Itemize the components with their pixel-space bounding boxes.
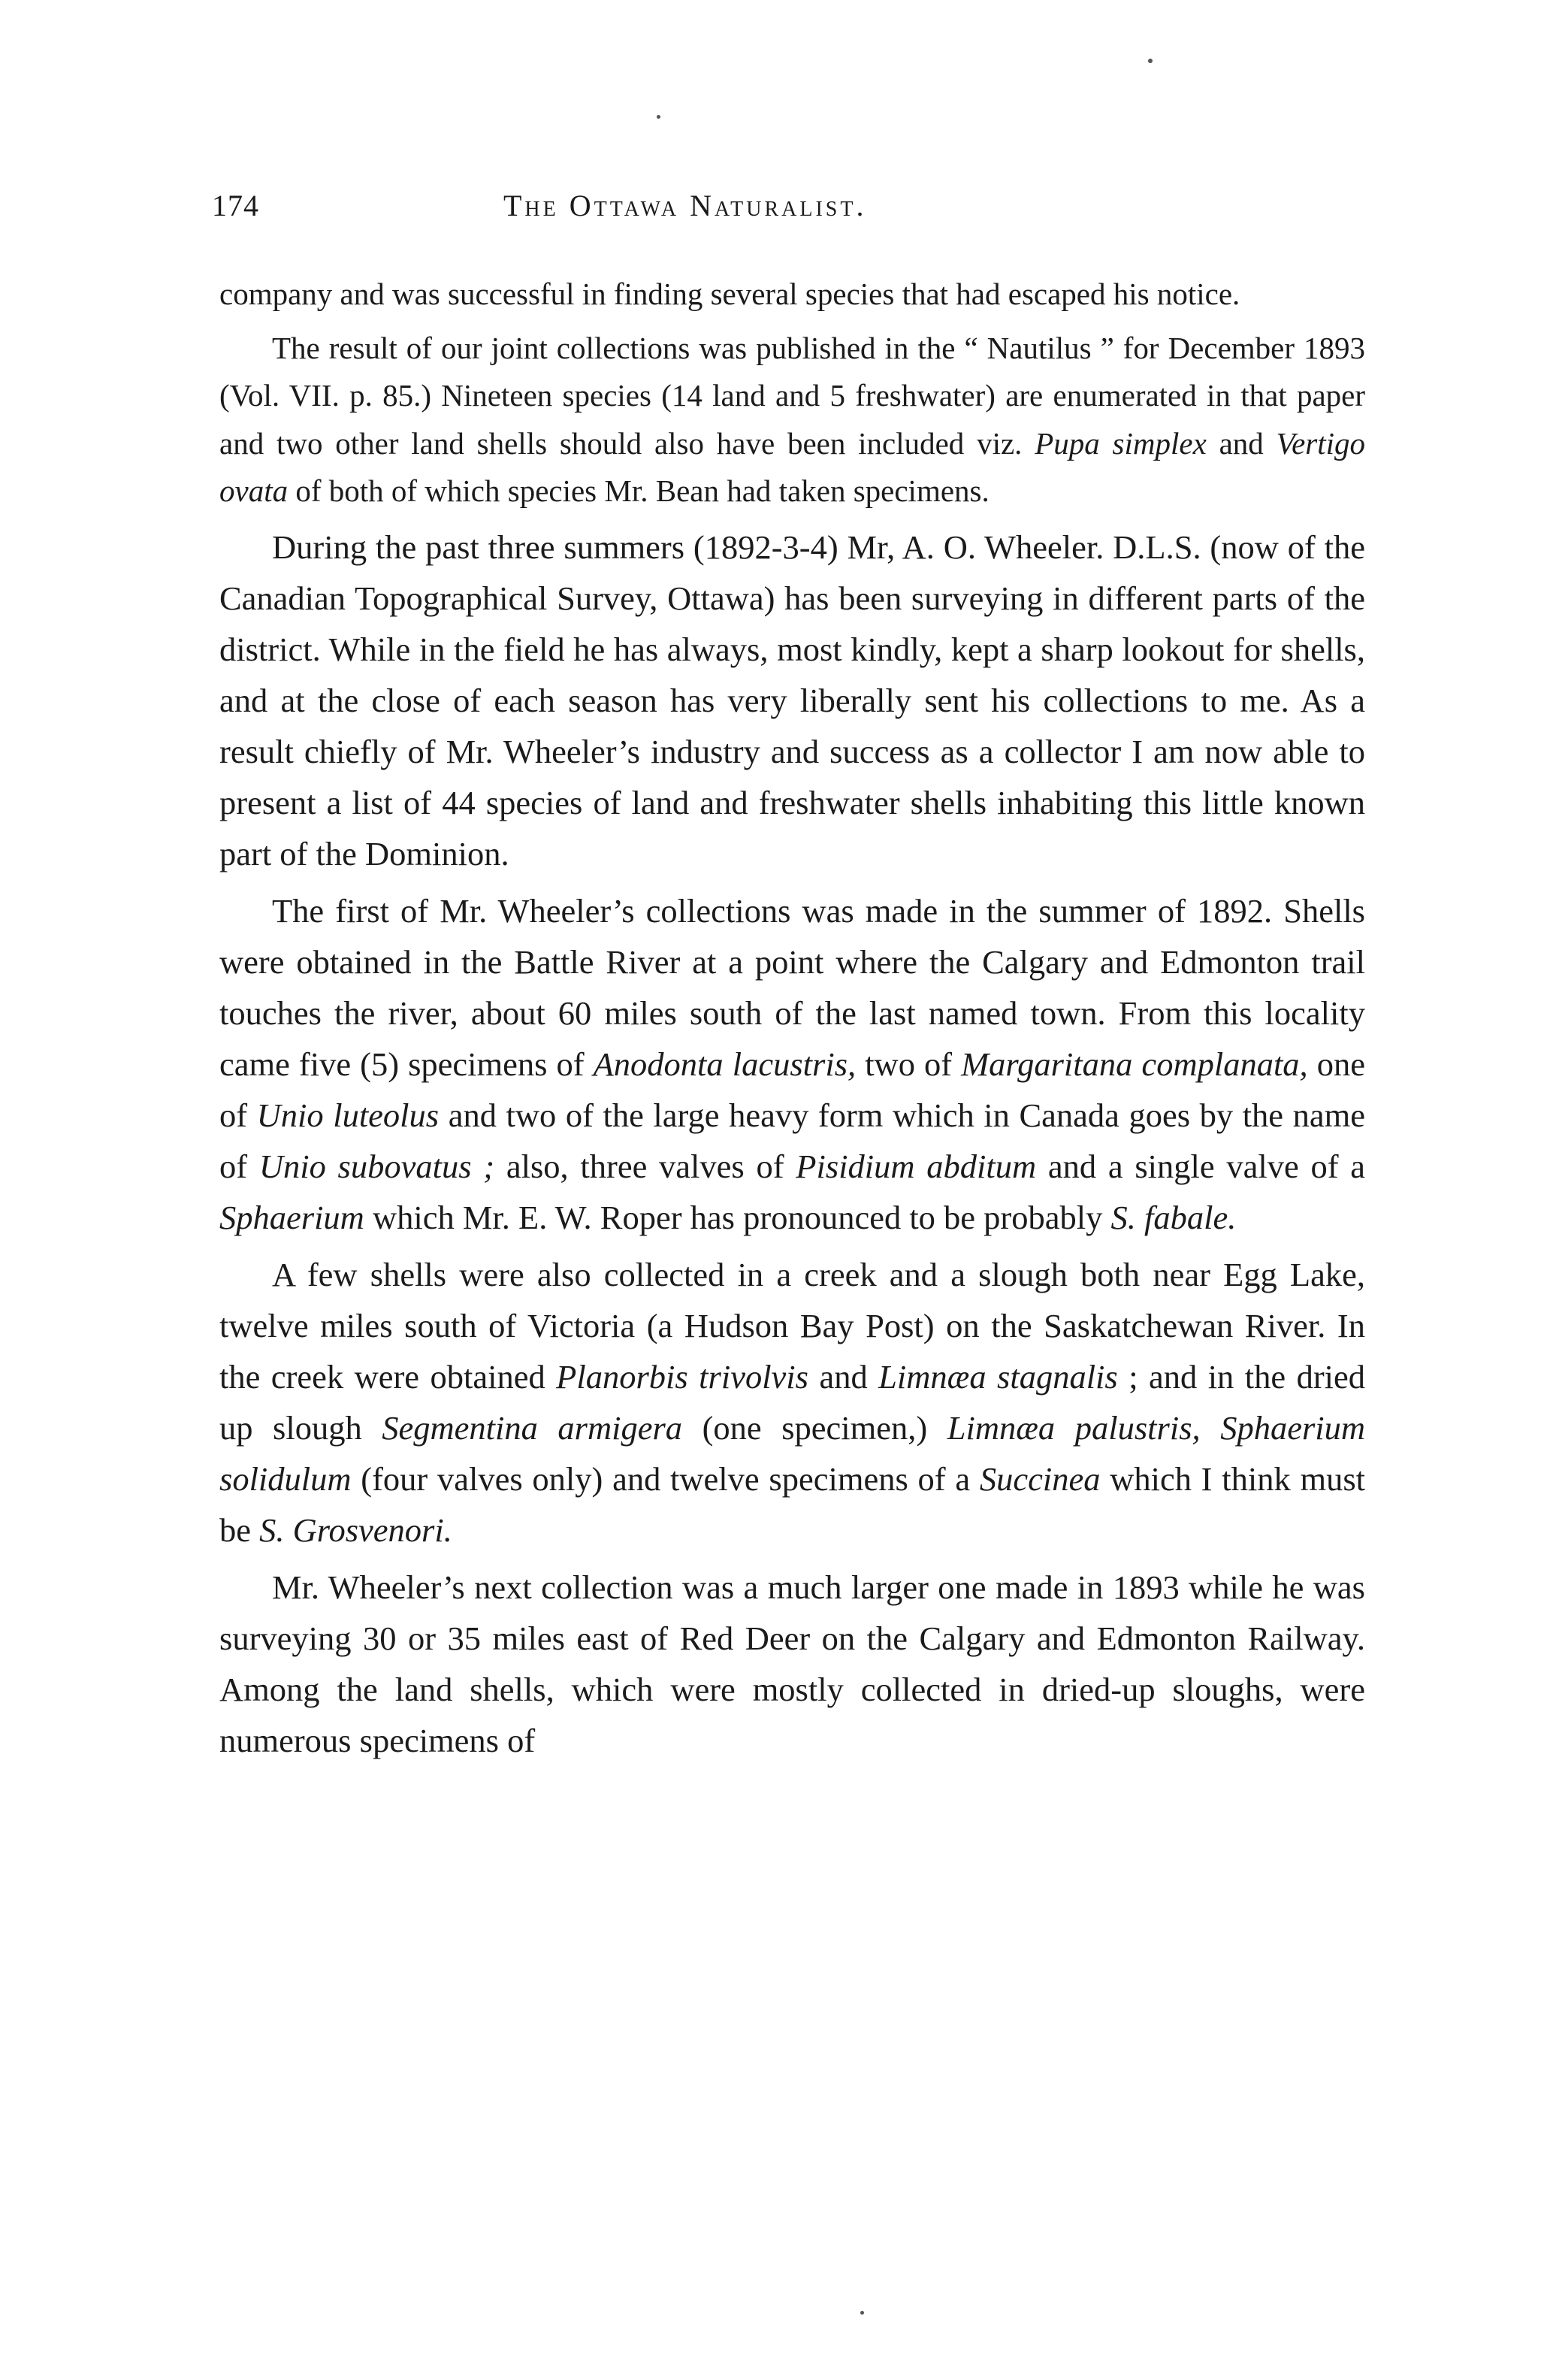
italic-text: Sphaerium solidulum: [219, 1408, 1366, 1498]
text-run: of both of which species Mr. Bean had taken specimens.: [288, 473, 990, 508]
italic-text: Unio subovatus ;: [258, 1147, 495, 1185]
text-run: which I think must be: [219, 1459, 1365, 1549]
italic-text: Pupa simplex: [1035, 425, 1207, 461]
italic-text: Unio luteolus: [256, 1096, 440, 1134]
italic-text: Planorbis trivolvis: [556, 1357, 808, 1396]
text-run: which Mr. E. W. Roper has pronounced to be probably: [364, 1198, 1111, 1236]
paragraph: [219, 522, 1365, 879]
text-run: and: [808, 1357, 879, 1396]
text-run: and a single valve of a: [1036, 1147, 1365, 1185]
italic-text: Margaritana complanata,: [961, 1045, 1308, 1083]
text-run: (one specimen,): [682, 1408, 947, 1447]
ink-speck: [657, 115, 660, 119]
page-number: 174: [212, 189, 259, 222]
paragraph: [219, 885, 1365, 1243]
ink-speck: [860, 2311, 864, 2315]
italic-text: S. fabale.: [1110, 1198, 1237, 1236]
text-run: one of: [219, 1045, 1365, 1134]
text-run: ; and in the dried up slough: [219, 1357, 1366, 1447]
italic-text: S. Grosvenori.: [259, 1511, 452, 1549]
text-run: (four valves only) and twelve specimens of a: [351, 1459, 980, 1498]
page-header: [212, 188, 1369, 233]
text-run: The first of Mr. Wheeler’s collections was made in the summer of 1892. Shells were obtained in the Battle River at a point where the Calgary and Edmonton trail touches the river, about 60 miles south of the last named town. From this locality came five (5) specimens of: [219, 891, 1365, 1083]
italic-text: Limnæa stagnalis: [878, 1357, 1118, 1396]
italic-text: Succinea: [979, 1459, 1101, 1498]
ink-speck: [1148, 59, 1153, 63]
italic-text: Pisidium abditum: [796, 1147, 1037, 1185]
text-run: and two of the large heavy form which in Canada goes by the name of: [219, 1096, 1365, 1185]
text-run: [1201, 1409, 1221, 1447]
italic-text: Segmentina armigera: [382, 1408, 683, 1447]
text-run: two of: [856, 1045, 962, 1083]
running-head: The Ottawa Naturalist.: [503, 189, 867, 222]
paragraph: [219, 1562, 1365, 1766]
text-run: The result of our joint collections was published in the “ Nautilus ” for December 1893 (Vol. VII. p. 85.) Nineteen species (14 land and 5 freshwater) are enumerated in that paper and two other land shells should also have been included viz.: [219, 330, 1365, 461]
paragraph: [219, 1249, 1365, 1556]
text-run: A few shells were also collected in a creek and a slough both near Egg Lake, twelve miles south of Victoria (a Hudson Bay Post) on the Saskatchewan River. In the creek were obtained: [219, 1255, 1365, 1396]
text-run: company and was successful in finding several species that had escaped his notice.: [219, 277, 1240, 311]
text-run: During the past three summers (1892-3-4) Mr, A. O. Wheeler. D.L.S. (now of the Canadian Topographical Survey, Ottawa) has been surveying in different parts of the district. While in the field he has always, most kindly, kept a sharp lookout for shells, and at the close of each season has very liberally sent his collections to me. As a result chiefly of Mr. Wheeler’s industry and success as a collector I am now able to present a list of 44 species of land and freshwater shells inhabiting this little known part of the Dominion.: [219, 528, 1365, 872]
italic-text: Anodonta lacustris,: [593, 1045, 857, 1083]
text-run: also, three valves of: [494, 1147, 796, 1185]
text-run: and: [1206, 425, 1277, 461]
italic-text: Limnæa palustris,: [947, 1408, 1201, 1447]
italic-text: Vertigo ovata: [219, 425, 1365, 508]
article-body: [219, 271, 1365, 1772]
paragraph: [219, 325, 1365, 516]
text-run: Mr. Wheeler’s next collection was a much larger one made in 1893 while he was surveying 30 or 35 miles east of Red Deer on the Calgary and Edmonton Railway. Among the land shells, which were mostly collected in dried-up sloughs, were numerous specimens of: [219, 1568, 1365, 1759]
italic-text: Sphaerium: [219, 1198, 364, 1236]
paragraph: [219, 271, 1365, 319]
